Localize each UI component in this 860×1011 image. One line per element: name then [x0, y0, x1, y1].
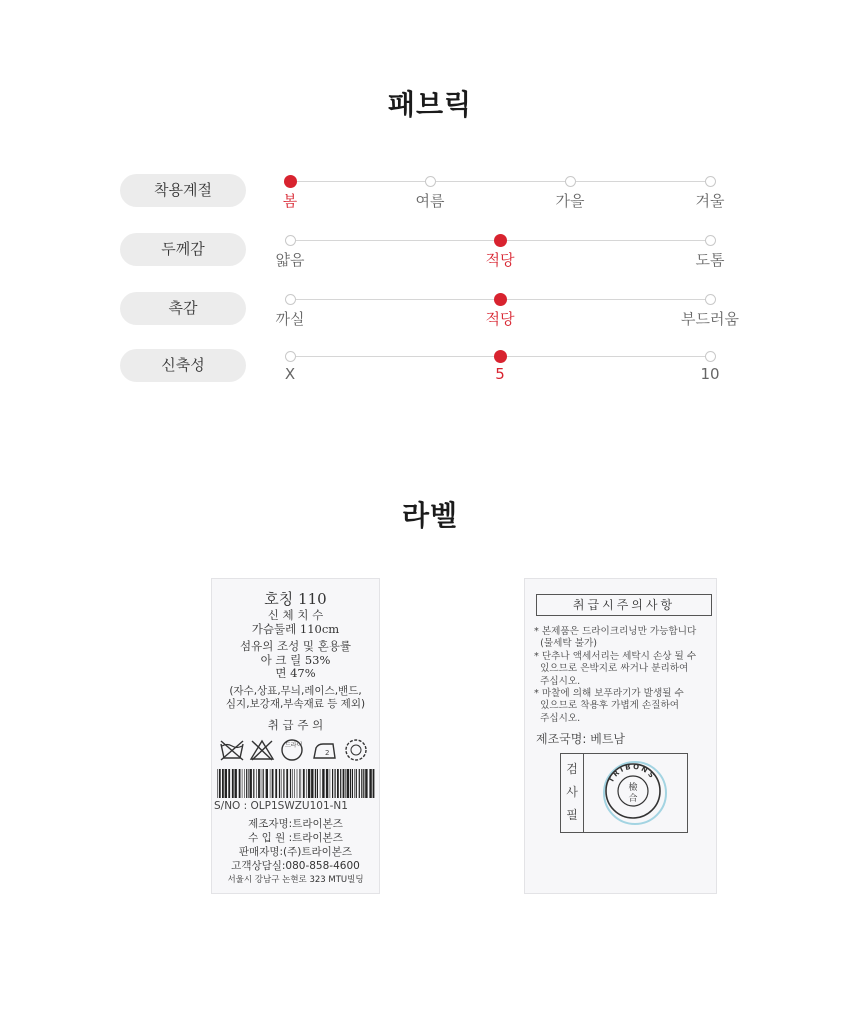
scale-dot [285, 294, 296, 305]
stamp-center-2: 合 [628, 794, 638, 804]
barcode-bar [261, 769, 262, 798]
tag-customer-service: 고객상담실:080-858-4600 [231, 860, 360, 872]
tag-serial-number: S/NO : OLP1SWZU101-N1 [214, 800, 348, 812]
care-tag-photo [524, 578, 717, 894]
scale-dot-selected [494, 350, 507, 363]
fabric-attribute-label: 촉감 [120, 292, 246, 325]
stamp-side-label [561, 754, 584, 832]
care-instruction-line: * 단추나 액세서리는 세탁시 손상 될 수 [534, 650, 697, 662]
tag-care-header: 취 급 주 의 [267, 718, 324, 732]
barcode-bar [332, 769, 333, 798]
fabric-attribute-label: 착용계절 [120, 174, 246, 207]
scale-option-label: 가을 [555, 192, 585, 210]
care-instruction-line: * 본제품은 드라이크리닝만 가능합니다 [534, 626, 697, 637]
iron-icon [311, 738, 337, 762]
tag-size: 호칭 110 [264, 590, 327, 608]
barcode-bar [308, 769, 310, 798]
stamp-char-1: 검 [566, 762, 578, 776]
tag-note-1: (자수,상표,무늬,레이스,밴드, [229, 685, 362, 697]
care-instruction-line: 있으므로 착용후 가볍게 손질하여 [534, 700, 679, 712]
tag-fiber-2: 면 47% [275, 666, 316, 680]
scale-option-label: 봄 [282, 192, 298, 210]
tag-address: 서울시 강남구 논현로 323 MTU빌딩 [227, 875, 364, 885]
barcode-bar [301, 769, 302, 798]
barcode-bar [266, 769, 268, 798]
scale-option-label: 적당 [485, 251, 515, 269]
garment-tag-photo [211, 578, 380, 894]
barcode-bar [228, 769, 230, 798]
barcode-bar [246, 769, 247, 798]
barcode-bar [350, 769, 351, 798]
scale-option-label: 부드러움 [681, 310, 739, 328]
barcode-bar [250, 769, 252, 798]
barcode-bar [335, 769, 336, 798]
origin-country: 제조국명: 베트남 [536, 732, 626, 746]
barcode-bar [315, 769, 316, 798]
scale-dot [285, 351, 296, 362]
barcode-bar [359, 769, 360, 798]
dry-clean-text: 드라이 [285, 742, 303, 749]
barcode-bar [337, 769, 339, 798]
barcode-bar [354, 769, 355, 798]
barcode [215, 769, 377, 798]
barcode-bar [306, 769, 307, 798]
barcode-bar [286, 769, 288, 798]
scale-dot-selected [494, 293, 507, 306]
scale-option-label: X [284, 365, 296, 383]
barcode-bar [361, 769, 362, 798]
stamp-center-1: 檢 [628, 783, 638, 793]
barcode-bar [369, 769, 371, 798]
barcode-bar [303, 769, 305, 798]
barcode-bar [326, 769, 328, 798]
tag-fiber-1: 아 크 릴 53% [260, 653, 331, 667]
barcode-bar [275, 769, 277, 798]
barcode-bar [365, 769, 367, 798]
barcode-bar [345, 769, 346, 798]
barcode-bar [292, 769, 293, 798]
scale-dot [565, 176, 576, 187]
iron-level-text: 2 [325, 749, 330, 757]
scale-option-label: 얇음 [275, 251, 305, 269]
scale-option-label: 겨울 [695, 192, 725, 210]
tribons-seal-icon [599, 758, 671, 828]
fabric-row [0, 233, 860, 273]
barcode-bar [317, 769, 318, 798]
barcode-bar [343, 769, 345, 798]
barcode-bar [279, 769, 280, 798]
scale-option-label: 까실 [275, 310, 305, 328]
care-instruction-line: 있으므로 은박지로 싸거나 분리하여 [534, 663, 689, 675]
label-title: 라벨 [401, 499, 459, 532]
fabric-attribute-label: 신축성 [120, 349, 246, 382]
care-instruction-line: (물세탁 불가) [534, 638, 597, 650]
stamp-char-3: 필 [566, 808, 578, 822]
scale-dot [285, 235, 296, 246]
barcode-bar [239, 769, 241, 798]
barcode-bar [272, 769, 274, 798]
fabric-row [0, 349, 860, 389]
barcode-bar [299, 769, 300, 798]
barcode-bar [232, 769, 234, 798]
scale-dot-selected [494, 234, 507, 247]
barcode-bar [352, 769, 353, 798]
fabric-attribute-label: 두께감 [120, 233, 246, 266]
care-instruction-line: * 마찰에 의해 보푸라기가 발생될 수 [534, 688, 684, 699]
barcode-bar [270, 769, 271, 798]
barcode-bar [283, 769, 284, 798]
tag-seller: 판매자명:(주)트라이본즈 [238, 846, 353, 858]
barcode-bar [347, 769, 349, 798]
do-not-bleach-icon [249, 738, 275, 762]
barcode-bar [244, 769, 245, 798]
scale-dot [705, 294, 716, 305]
barcode-bar [290, 769, 291, 798]
scale-option-label: 적당 [485, 310, 515, 328]
care-tag-header: 취급시주의사항 [536, 594, 712, 616]
do-not-wash-icon [219, 738, 245, 762]
tag-note-2: 심지,보강재,부속재료 등 제외) [225, 698, 366, 710]
tag-body-size: 신 체 치 수 [267, 608, 324, 622]
barcode-bar [281, 769, 282, 798]
barcode-bar [320, 769, 321, 798]
inspection-stamp [560, 753, 688, 833]
scale-dot [705, 351, 716, 362]
tag-composition-header: 섬유의 조성 및 혼용률 [240, 639, 351, 653]
barcode-bar [219, 769, 221, 798]
scale-dot [705, 235, 716, 246]
barcode-bar [225, 769, 227, 798]
fabric-title: 패브릭 [387, 88, 473, 121]
stamp-text: TRIBONS [607, 762, 657, 785]
barcode-bar [253, 769, 254, 798]
fabric-row [0, 174, 860, 214]
barcode-bar [363, 769, 364, 798]
scale-dot [425, 176, 436, 187]
barcode-bar [340, 769, 341, 798]
barcode-bar [322, 769, 324, 798]
machine-dry-icon [343, 738, 369, 762]
barcode-bar [217, 769, 218, 798]
barcode-bar [235, 769, 237, 798]
barcode-bar [248, 769, 249, 798]
tag-importer: 수 입 원 :트라이본즈 [248, 832, 343, 844]
scale-option-label: 도톰 [695, 251, 725, 269]
barcode-bar [258, 769, 260, 798]
scale-option-label: 5 [495, 365, 505, 383]
barcode-bar [222, 769, 224, 798]
scale-track [290, 181, 710, 182]
barcode-bar [373, 769, 375, 798]
barcode-bar [263, 769, 264, 798]
scale-option-label: 여름 [415, 192, 445, 210]
barcode-bar [356, 769, 357, 798]
tag-chest: 가슴둘레 110cm [251, 622, 340, 636]
fabric-row [0, 292, 860, 332]
care-instruction-line: 주십시오. [534, 712, 581, 724]
scale-dot [705, 176, 716, 187]
barcode-bar [311, 769, 313, 798]
barcode-bar [294, 769, 295, 798]
barcode-bar [330, 769, 331, 798]
scale-dot-selected [284, 175, 297, 188]
care-instruction-line: 주십시오. [534, 675, 581, 687]
scale-option-label: 10 [700, 365, 720, 383]
tag-maker: 제조자명:트라이본즈 [248, 818, 343, 830]
barcode-bar [242, 769, 243, 798]
barcode-bar [256, 769, 257, 798]
barcode-bar [297, 769, 298, 798]
stamp-char-2: 사 [566, 785, 578, 799]
